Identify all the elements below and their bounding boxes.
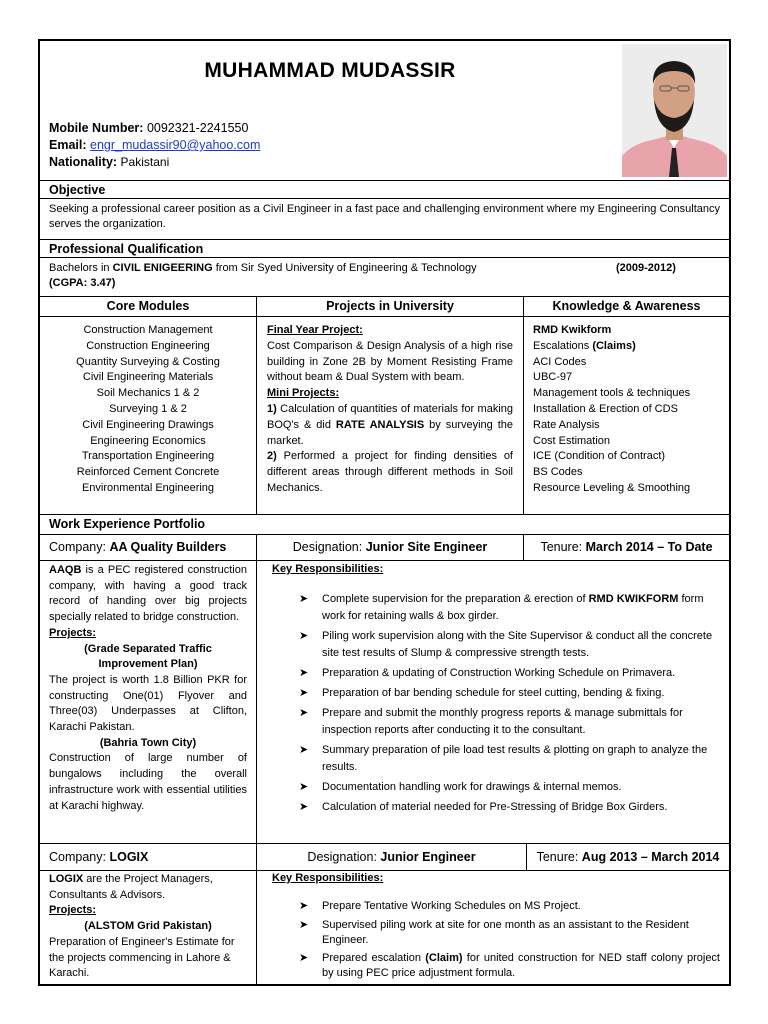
job1-project1-text: The project is worth 1.8 Billion PKR for constructing One(01) Flyover and Three(03) Underpasses at Clifton, Karachi Pakistan.	[49, 673, 247, 734]
job2-resp1-text: Prepare Tentative Working Schedules on MS Project.	[322, 900, 581, 912]
profile-photo	[622, 44, 727, 177]
job1-resp-list	[272, 591, 720, 816]
job1-header-row	[40, 534, 729, 561]
knowledge-item-text: Cost Estimation	[533, 434, 611, 447]
mini-project-2-num: 2)	[267, 450, 277, 463]
core-module-item: Quantity Surveying & Costing	[76, 355, 220, 368]
arrow-bullet-icon: ➤	[299, 667, 309, 679]
email-link[interactable]: engr_mudassir90@yahoo.com	[90, 138, 261, 152]
job1-tenure-value: March 2014 – To Date	[585, 540, 713, 554]
job1-resp-text: Piling work supervision along with the Site Supervisor & conduct all the concrete site test results of Slump & compressive strength tests.	[322, 630, 713, 659]
knowledge-item-text: ICE (Condition of Contract)	[533, 450, 666, 463]
degree-name: CIVIL ENIGEERING	[112, 262, 213, 274]
knowledge-item	[533, 386, 720, 402]
job2-company	[40, 844, 257, 870]
mini-project-2	[267, 449, 513, 496]
job1-project1-title: (Grade Separated Traffic Improvement Plan)	[84, 642, 212, 671]
core-module-item: Reinforced Cement Concrete	[76, 466, 220, 479]
job1-company	[40, 535, 257, 560]
knowledge-item	[533, 339, 720, 355]
job1-project2-text: Construction of large number of bungalows including the overall infrastructure work with essential utilities at Karachi highway.	[49, 752, 247, 812]
knowledge-item	[533, 370, 720, 386]
job2-company-name: LOGIX	[109, 850, 149, 864]
job1-resp-item	[272, 628, 720, 662]
knowledge-item	[533, 323, 720, 339]
core-module-item: Soil Mechanics 1 & 2	[96, 387, 200, 400]
arrow-bullet-icon: ➤	[299, 900, 309, 912]
knowledge-item	[533, 355, 720, 371]
job1-designation-label: Designation:	[292, 540, 363, 554]
job2-resp-label: Key Responsibilities:	[272, 872, 384, 884]
job1-resp-item	[272, 742, 720, 776]
arrow-bullet-icon: ➤	[299, 781, 309, 793]
fyp-text: Cost Comparison & Design Analysis of a high rise building in Zone 2B by Moment Resisting Frame without beam & Dual System with beam.	[267, 339, 513, 384]
degree-prefix: Bachelors in	[49, 262, 110, 274]
contact-info	[49, 120, 260, 171]
job1-resp-text: Calculation of material needed for Pre-Stressing of Bridge Box Girders.	[322, 801, 668, 813]
job1-body	[40, 561, 729, 843]
job1-resp-item	[272, 665, 720, 682]
qualification-section	[40, 239, 729, 292]
core-module-item: Civil Engineering Materials	[82, 371, 214, 384]
job2-body	[40, 871, 729, 984]
job1-tenure-label: Tenure:	[540, 540, 583, 554]
mini-project-2-text: Performed a project for finding densities of different areas through different methods in Soil Mechanics.	[267, 450, 513, 494]
job2-project1-title: (ALSTOM Grid Pakistan)	[84, 920, 212, 933]
job1-tenure	[524, 535, 729, 560]
job2-about-text: are the Project Managers, Consultants & Advisors.	[49, 873, 213, 901]
job2-responsibilities	[257, 871, 729, 984]
profile-photo-icon	[622, 44, 727, 177]
job1-company-label: Company:	[49, 540, 106, 554]
job2-designation-label: Designation:	[307, 850, 377, 864]
mobile-label: Mobile Number:	[49, 121, 144, 135]
job1-resp-label: Key Responsibilities:	[272, 563, 384, 575]
job1-resp-item	[272, 685, 720, 702]
arrow-bullet-icon: ➤	[299, 801, 309, 813]
mini-project-1-text-a: Calculation of quantities of materials for making BOQ's & did	[267, 402, 513, 431]
job2-header-row	[40, 843, 729, 871]
job1-resp-item	[272, 705, 720, 739]
knowledge-item-text: UBC-97	[533, 371, 573, 384]
job2-tenure-label: Tenure:	[536, 850, 579, 864]
arrow-bullet-icon: ➤	[299, 687, 309, 699]
job1-company-name: AA Quality Builders	[109, 540, 227, 554]
qualification-text	[40, 258, 729, 292]
job1-resp-text: Summary preparation of pile load test results & plotting on graph to analyze the results.	[322, 744, 708, 773]
degree-institute: from Sir Syed University of Engineering & Technology	[215, 262, 477, 274]
arrow-bullet-icon: ➤	[299, 593, 309, 605]
knowledge-item-text: ACI Codes	[533, 355, 587, 368]
job1-about-abbr: AAQB	[49, 564, 82, 576]
core-module-item: Construction Engineering	[86, 339, 210, 352]
job2-company-label: Company:	[49, 850, 106, 864]
job1-resp-text: Documentation handling work for drawings & internal memos.	[322, 781, 622, 793]
job2-project1-text: Preparation of Engineer's Estimate for the projects commencing in Lahore & Karachi.	[49, 935, 235, 980]
knowledge-item-text: Resource Leveling & Smoothing	[533, 481, 691, 494]
projects-title: Projects in University	[257, 297, 523, 317]
resume-page	[38, 39, 731, 986]
job1-responsibilities	[257, 561, 729, 843]
mini-project-1-text-b: by surveying the market.	[267, 418, 514, 447]
core-modules-column	[40, 297, 257, 514]
job1-resp-text: Complete supervision for the preparation & erection of	[322, 593, 586, 605]
job2-projects-label: Projects:	[49, 904, 97, 917]
arrow-bullet-icon: ➤	[299, 630, 309, 642]
cgpa: (CGPA: 3.47)	[49, 277, 116, 289]
job2-designation-value: Junior Engineer	[380, 850, 476, 864]
objective-text: Seeking a professional career position as a Civil Engineer in a fast pace and challenging environment where my Engineering Consultancy serves the organization.	[49, 203, 720, 230]
knowledge-item-text: RMD Kwikform	[533, 324, 612, 336]
job2-resp-item	[272, 918, 720, 948]
knowledge-column	[524, 297, 729, 514]
work-section	[40, 514, 729, 533]
knowledge-item	[533, 481, 720, 497]
knowledge-item-text: Rate Analysis	[533, 418, 600, 431]
arrow-bullet-icon: ➤	[299, 952, 309, 964]
core-module-item: Surveying 1 & 2	[109, 402, 187, 415]
job1-designation-value: Junior Site Engineer	[365, 540, 488, 554]
job1-resp-text: Preparation & updating of Construction Working Schedule on Primavera.	[322, 667, 676, 679]
mini-project-1	[267, 402, 513, 449]
knowledge-item-suffix: (Claims)	[592, 339, 636, 352]
degree-years: (2009-2012)	[616, 262, 676, 274]
job2-designation	[257, 844, 527, 870]
candidate-name: MUHAMMAD MUDASSIR	[204, 59, 456, 82]
knowledge-item-text: BS Codes	[533, 466, 583, 479]
job1-resp-tail: form work for retaining walls & box girder.	[322, 593, 704, 622]
mini-projects-label: Mini Projects:	[267, 387, 340, 400]
modules-table	[40, 296, 729, 514]
core-modules-list	[40, 317, 256, 503]
nationality-value: Pakistani	[120, 155, 170, 169]
qualification-title: Professional Qualification	[40, 240, 729, 258]
mobile-number: 0092321-2241550	[146, 121, 249, 135]
knowledge-item	[533, 402, 720, 418]
knowledge-item	[533, 434, 720, 450]
arrow-bullet-icon: ➤	[299, 707, 309, 719]
knowledge-title: Knowledge & Awareness	[524, 297, 729, 317]
knowledge-item-text: Management tools & techniques	[533, 387, 691, 400]
core-module-item: Engineering Economics	[90, 434, 206, 447]
job1-about	[49, 563, 247, 626]
job2-resp2-text: Supervised piling work at site for one month as an assistant to the Resident Engineer.	[322, 919, 689, 946]
knowledge-list	[524, 317, 729, 503]
job1-projects-label: Projects:	[49, 626, 97, 639]
job2-tenure-value: Aug 2013 – March 2014	[581, 850, 720, 864]
objective-section	[40, 180, 729, 237]
job2-resp3-bold: (Claim)	[425, 952, 463, 964]
projects-body	[257, 317, 523, 503]
job1-designation	[257, 535, 524, 560]
job2-resp-item	[272, 898, 720, 915]
job2-about-abbr: LOGIX	[49, 873, 84, 885]
projects-column	[257, 297, 524, 514]
email-label: Email:	[49, 138, 87, 152]
fyp-label: Final Year Project:	[267, 324, 363, 336]
knowledge-item	[533, 465, 720, 481]
core-module-item: Transportation Engineering	[81, 450, 215, 463]
job1-resp-bold: RMD KWIKFORM	[588, 593, 679, 605]
arrow-bullet-icon: ➤	[299, 744, 309, 756]
job1-project2-title: (Bahria Town City)	[99, 736, 197, 749]
core-module-item: Construction Management	[83, 324, 213, 336]
work-title: Work Experience Portfolio	[49, 517, 206, 531]
resume-header	[40, 41, 729, 180]
job2-tenure	[527, 844, 729, 870]
job2-resp3-text-a: Prepared escalation	[322, 952, 422, 964]
job2-resp-item	[272, 951, 720, 981]
job1-resp-item	[272, 799, 720, 816]
job1-description	[40, 561, 257, 843]
job1-resp-item	[272, 779, 720, 796]
core-modules-title: Core Modules	[40, 297, 256, 317]
mini-project-1-bold: RATE ANALYSIS	[335, 418, 425, 431]
knowledge-item-text: Escalations	[533, 339, 590, 352]
knowledge-item-text: Installation & Erection of CDS	[533, 402, 678, 415]
knowledge-item	[533, 449, 720, 465]
mini-project-1-num: 1)	[267, 402, 277, 415]
job1-resp-item	[272, 591, 720, 625]
job1-resp-text: Prepare and submit the monthly progress reports & manage submittals for inspection reports after conducting it to the consultant.	[322, 707, 683, 736]
job2-resp3-text-b: for united construction for NED staff colony project by using PEC price adjustment formula.	[322, 952, 720, 979]
job2-about	[49, 872, 247, 903]
job1-resp-text: Preparation of bar bending schedule for steel cutting, bending & fixing.	[322, 687, 665, 699]
knowledge-item	[533, 418, 720, 434]
job1-about-text: is a PEC registered construction company, with having a good track record of handing over big projects specially related to bridge construction.	[49, 564, 247, 624]
objective-title: Objective	[40, 181, 729, 199]
arrow-bullet-icon: ➤	[299, 919, 309, 931]
job2-description	[40, 871, 257, 984]
core-module-item: Environmental Engineering	[81, 481, 215, 494]
nationality-label: Nationality:	[49, 155, 118, 169]
core-module-item: Civil Engineering Drawings	[82, 418, 214, 431]
job2-resp-list	[272, 898, 720, 981]
